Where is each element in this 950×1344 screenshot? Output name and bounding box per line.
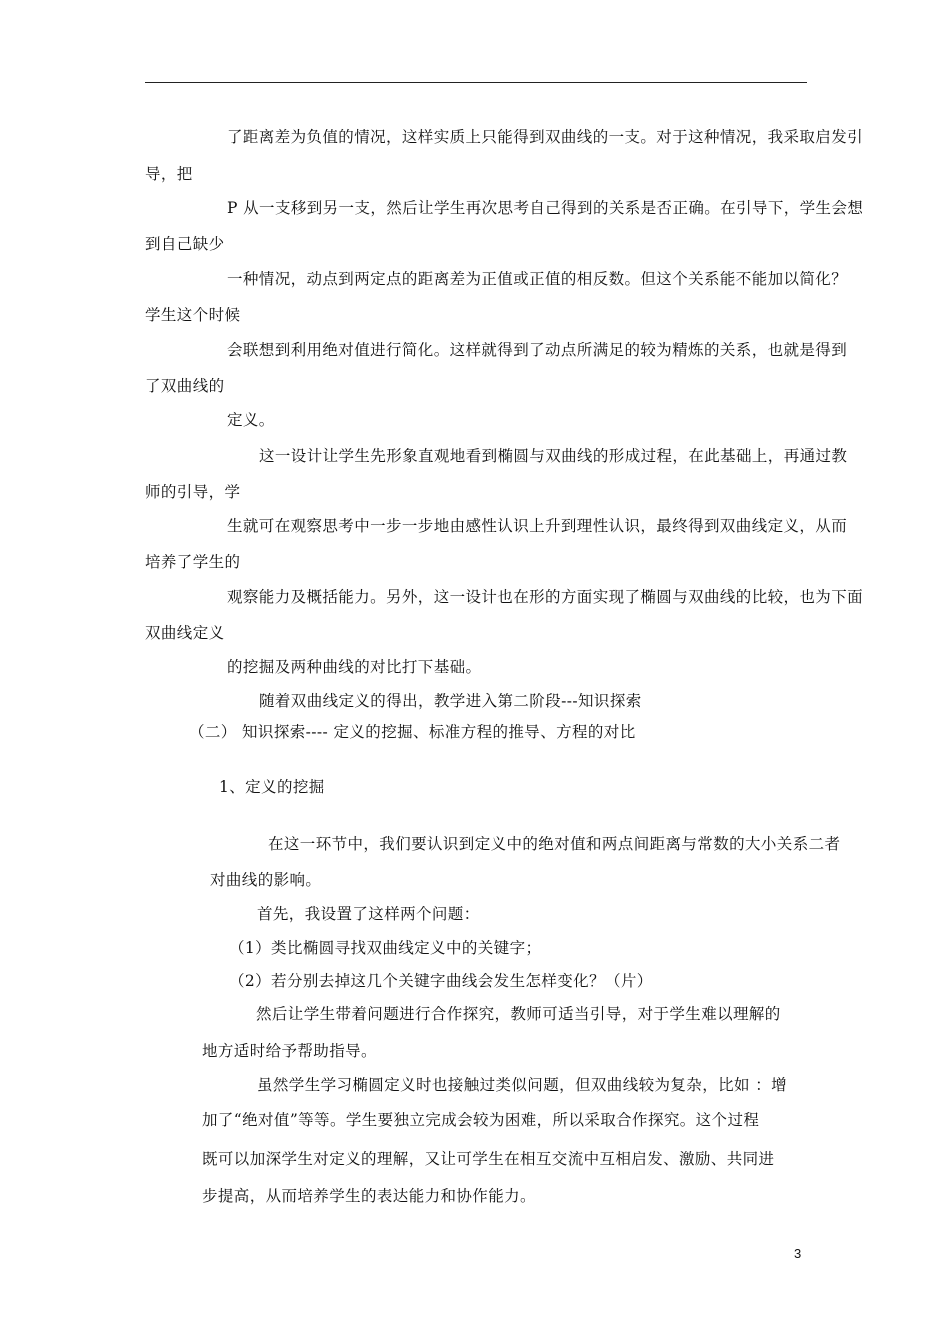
header-rule: [145, 82, 807, 83]
text-line: 生就可在观察思考中一步一步地由感性认识上升到理性认识，最终得到双曲线定义，从而: [227, 517, 848, 535]
section-heading: （二） 知识探索---- 定义的挖掘、标准方程的推导、方程的对比: [189, 723, 636, 741]
page-number: 3: [794, 1246, 802, 1261]
subsection-heading: 1、定义的挖掘: [219, 778, 325, 796]
text-line: 虽然学生学习椭圆定义时也接触过类似问题，但双曲线较为复杂，比如 ：增: [257, 1076, 788, 1094]
text-line: 观察能力及概括能力。另外，这一设计也在形的方面实现了椭圆与双曲线的比较，也为下面: [227, 588, 864, 606]
text-line: 了距离差为负值的情况，这样实质上只能得到双曲线的一支。对于这种情况，我采取启发引: [227, 128, 864, 146]
text-line: 师的引导，学: [145, 483, 241, 501]
list-item: （2）若分别去掉这几个关键字曲线会发生怎样变化？（片）: [229, 972, 653, 990]
text-line: 导，把: [145, 165, 193, 183]
text-line: 这一设计让学生先形象直观地看到椭圆与双曲线的形成过程，在此基础上，再通过教: [259, 447, 848, 465]
text-line: 了双曲线的: [145, 377, 225, 395]
text-line: 在这一环节中，我们要认识到定义中的绝对值和两点间距离与常数的大小关系二者: [268, 835, 841, 853]
text-line: 培养了学生的: [145, 553, 241, 571]
text-line: 对曲线的影响。: [210, 871, 322, 889]
text-line: P 从一支移到另一支，然后让学生再次思考自己得到的关系是否正确。在引导下，学生会想: [227, 199, 864, 217]
text-line: 步提高，从而培养学生的表达能力和协作能力。: [202, 1187, 536, 1205]
text-line: 然后让学生带着问题进行合作探究，教师可适当引导，对于学生难以理解的: [256, 1005, 781, 1023]
text-line: 随着双曲线定义的得出，教学进入第二阶段---知识探索: [259, 692, 642, 710]
text-line: 学生这个时候: [145, 306, 241, 324]
text-line: 到自己缺少: [145, 235, 225, 253]
list-item: （1）类比椭圆寻找双曲线定义中的关键字；: [229, 939, 542, 957]
text-line: 会联想到利用绝对值进行简化。这样就得到了动点所满足的较为精炼的关系，也就是得到: [227, 341, 848, 359]
text-line: 定义。: [227, 411, 275, 429]
text-line: 既可以加深学生对定义的理解，又让可学生在相互交流中互相启发、激励、共同进: [202, 1150, 775, 1168]
text-line: 双曲线定义: [145, 624, 225, 642]
text-line: 地方适时给予帮助指导。: [202, 1042, 377, 1060]
text-line: 的挖掘及两种曲线的对比打下基础。: [227, 658, 482, 676]
text-line: 首先，我设置了这样两个问题：: [257, 905, 480, 923]
text-line: 一种情况，动点到两定点的距离差为正值或正值的相反数。但这个关系能不能加以简化？: [227, 270, 848, 288]
text-line: 加了“绝对值”等等。学生要独立完成会较为困难，所以采取合作探究。这个过程: [202, 1111, 760, 1129]
